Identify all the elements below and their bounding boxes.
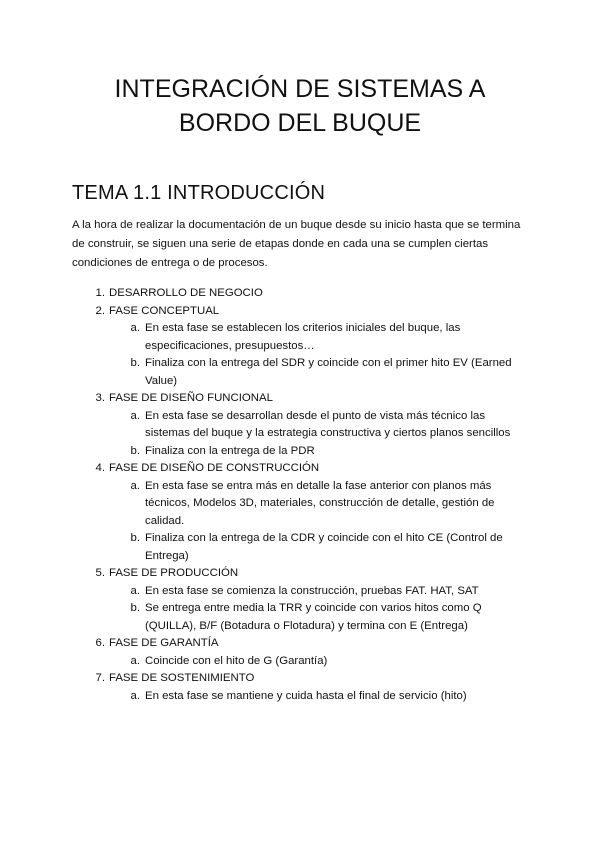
list-item xyxy=(72,303,532,321)
list-item xyxy=(72,460,532,478)
list-item xyxy=(72,670,532,688)
sub-list-item-letter: b. xyxy=(130,444,140,457)
sub-list-item-text: Se entrega entre media la TRR y coincide con varios hitos como Q (QUILLA), B/F (Botadura o Flotadura) y termina con E (Entrega) xyxy=(145,602,482,632)
sub-list-item-text: En esta fase se entra más en detalle la fase anterior con planos más técnicos, Modelos 3D, materiales, construcción de detalle, gestión de calidad. xyxy=(145,479,495,527)
sub-list-item-text: En esta fase se desarrollan desde el punto de vista más técnico las sistemas del buque y la estrategia constructiva y ciertos planos sencillos xyxy=(145,409,511,439)
sub-list-item xyxy=(72,478,532,531)
list-item-title: FASE DE GARANTÍA xyxy=(109,637,219,649)
list-item-title: DESARROLLO DE NEGOCIO xyxy=(109,287,263,299)
sub-list-item xyxy=(72,408,532,443)
sub-list-item-text: Finaliza con la entrega del SDR y coincide con el primer hito EV (Earned Value) xyxy=(145,357,512,387)
list-item xyxy=(72,390,532,408)
list-item-number: 1. xyxy=(95,287,105,299)
list-item-number: 2. xyxy=(95,304,105,317)
list-item-number: 4. xyxy=(95,462,105,474)
sub-list-item xyxy=(72,688,532,706)
list-item xyxy=(72,565,532,583)
sub-list-item xyxy=(72,320,532,355)
sub-list-item-text: En esta fase se mantiene y cuida hasta el final de servicio (hito) xyxy=(145,689,467,702)
sub-list-item-letter: a. xyxy=(130,584,140,597)
list-item-title: FASE DE PRODUCCIÓN xyxy=(109,567,239,579)
list-item-title: FASE DE DISEÑO DE CONSTRUCCIÓN xyxy=(109,462,320,474)
sub-list-item-letter: b. xyxy=(130,532,140,544)
sub-list-item xyxy=(72,653,532,671)
document-title-line-1: INTEGRACIÓN DE SISTEMAS A xyxy=(114,75,486,103)
list-item-title: FASE CONCEPTUAL xyxy=(109,304,220,317)
section-heading: TEMA 1.1 INTRODUCCIÓN xyxy=(72,182,326,204)
sub-list-item-text: En esta fase se establecen los criterios iniciales del buque, las especificaciones, presupuestos… xyxy=(145,322,461,352)
list-item-number: 6. xyxy=(95,637,105,649)
sub-list-item-letter: a. xyxy=(130,654,140,667)
phase-list xyxy=(72,285,532,705)
sub-list-item-letter: b. xyxy=(130,357,140,369)
list-item xyxy=(72,285,532,303)
list-item-number: 7. xyxy=(95,672,105,684)
sub-list-item-letter: a. xyxy=(130,479,140,492)
sub-list-item xyxy=(72,583,532,601)
sub-list-item xyxy=(72,530,532,565)
sub-list-item xyxy=(72,355,532,390)
sub-list-item xyxy=(72,600,532,635)
sub-list-item-text: Finaliza con la entrega de la PDR xyxy=(145,444,315,457)
sub-list-item-letter: a. xyxy=(130,409,140,422)
sub-list-item-letter: a. xyxy=(130,322,140,334)
sub-list-item-text: En esta fase se comienza la construcción, pruebas FAT. HAT, SAT xyxy=(145,584,479,597)
sub-list-item-text: Finaliza con la entrega de la CDR y coincide con el hito CE (Control de Entrega) xyxy=(145,532,503,562)
list-item-number: 5. xyxy=(95,567,105,579)
sub-list-item-text: Coincide con el hito de G (Garantía) xyxy=(145,654,328,667)
document-title-line-2: BORDO DEL BUQUE xyxy=(178,109,422,137)
list-item xyxy=(72,635,532,653)
document-title xyxy=(60,72,540,140)
list-item-title: FASE DE DISEÑO FUNCIONAL xyxy=(109,392,273,404)
list-item-title: FASE DE SOSTENIMIENTO xyxy=(109,672,255,684)
list-item-number: 3. xyxy=(95,392,105,404)
sub-list-item xyxy=(72,443,532,461)
sub-list-item-letter: a. xyxy=(130,689,140,702)
sub-list-item-letter: b. xyxy=(130,602,140,614)
intro-paragraph: A la hora de realizar la documentación de un buque desde su inicio hasta que se termina de construir, se siguen una serie de etapas donde en cada una se cumplen ciertas condiciones de entrega o de procesos. xyxy=(72,219,521,269)
